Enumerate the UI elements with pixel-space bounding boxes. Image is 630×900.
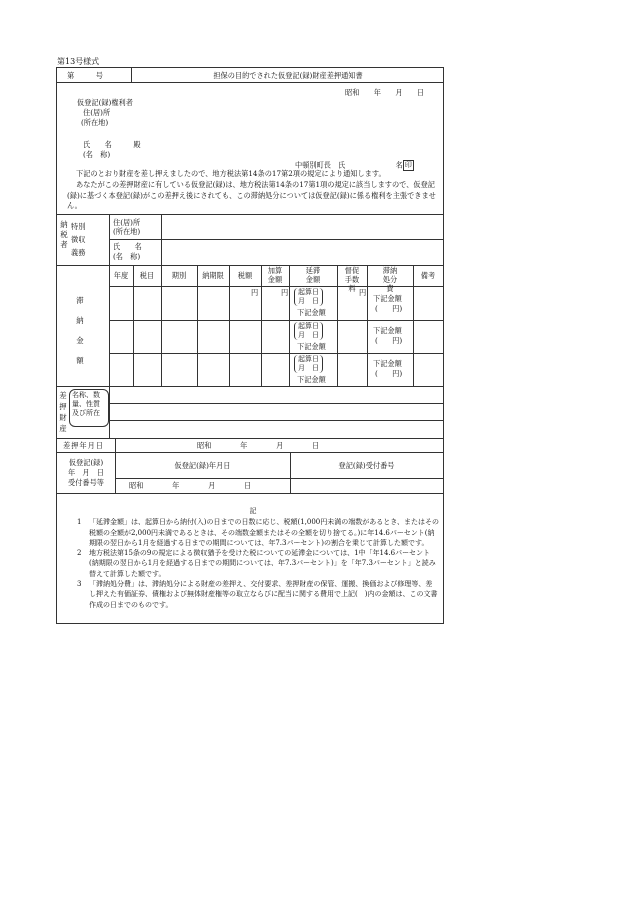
notice-form: [56, 67, 444, 624]
registration-label: 仮登記(録) 年 月 日 受付番号等: [68, 458, 104, 487]
taxpayer-side-1: 納 税 者: [60, 220, 68, 249]
taxpayer-address-note: (所在地): [113, 227, 141, 236]
seizure-date-label: 差押年月日: [63, 441, 104, 450]
col-period: 期別: [171, 271, 187, 280]
late-fee-amount-1: 下記金額: [297, 308, 326, 317]
registration-date-header: 仮登記(録)年月日: [174, 461, 231, 470]
late-fee-amount-2: 下記金額: [297, 342, 326, 351]
col-tax-amount: 税額: [237, 271, 253, 280]
notice-number-label: 第 号: [67, 71, 103, 80]
surcharge-unit: 円: [281, 288, 289, 297]
special-collector-label: 特別 徴収 義務: [71, 222, 86, 257]
note-item: 2 地方税法第15条の9の規定による徴収猶予を受けた税についての延滞金については、1中「年14.6パーセント(納期限の翌日から1月を経過する日までの期間については、年7.3パーセント)」を「年7.3パーセント」と読み替えて計算した額です。: [77, 549, 436, 578]
col-surcharge: 加算金額: [267, 266, 283, 284]
disposition-fee-paren-2: ( 円): [375, 336, 403, 345]
col-late-fee: 延滞金額: [305, 266, 321, 284]
seizure-date-value: 昭和 年 月 日: [197, 441, 320, 450]
disposition-fee-2: 下記金額: [373, 326, 402, 335]
form-number: 第13号様式: [57, 57, 100, 66]
holder-address-note: (所在地): [81, 118, 109, 127]
official-seal: 印: [404, 161, 412, 169]
registration-number-header: 登記(録)受付番号: [338, 461, 395, 470]
intro-paragraph-1: 下記のとおり財産を差し押えましたので、地方税法第14条の17第2項の規定により通知します。: [76, 169, 386, 178]
holder-address-label: 住(居)所: [83, 108, 111, 117]
disposition-fee-3: 下記金額: [373, 359, 402, 368]
issuer-name: 中頓別町長 氏 名: [295, 160, 403, 170]
registration-date-value: 昭和 年 月 日: [129, 481, 252, 490]
col-due-date: 納期限: [202, 271, 224, 280]
late-fee-amount-3: 下記金額: [297, 375, 326, 384]
tax-amount-unit: 円: [251, 288, 259, 297]
disposition-fee-1: 下記金額: [373, 294, 402, 303]
disposition-fee-paren-3: ( 円): [375, 369, 403, 378]
col-tax-item: 税目: [139, 271, 155, 280]
holder-name-label: 氏 名 殿: [83, 140, 141, 149]
seized-side-label: 差 押 財 産: [59, 391, 67, 433]
notice-title: 担保の目的でされた仮登記(録)財産差押通知書: [213, 71, 363, 80]
taxpayer-name-note: (名 称): [113, 252, 141, 261]
late-fee-bracket-1: 起算日 月 日: [294, 288, 323, 306]
holder-name-note: (名 称): [83, 150, 111, 159]
seized-detail-label: 名称、数量、性質及び所在: [69, 389, 109, 427]
col-remarks: 備考: [420, 271, 436, 280]
note-item: 3 「滞納処分費」は、滞納処分による財産の差押え、交付要求、差押財産の保管、運搬、換価および修理等、差し押えた有価証券、債権および無体財産権等の取立ならびに配当に関する費用で上記( )内の金額は、この文書作成の日までのものです。: [77, 580, 438, 609]
col-disposition-fee: 滞納処分費: [382, 266, 398, 293]
reminder-fee-unit: 円: [359, 288, 367, 297]
late-fee-bracket-2: 起算日 月 日: [294, 322, 323, 340]
note-item: 1 「延滞金額」は、起算日から納付(入)の日までの日数に応じ、税額(1,000円未満の端数があるとき、またはその税額の全額が2,000円未満であるときは、その端数金額またはその全額を切り捨てる。)に年14.6パーセント(納期限の翌日から1月を経過する日までの期間については、年7.3パーセント)の割合を乗じて計算した額です。: [77, 518, 439, 547]
disposition-fee-paren-1: ( 円): [375, 304, 403, 313]
holder-label: 仮登記(録)権利者: [77, 98, 133, 107]
intro-paragraph-2: あなたがこの差押財産に有している仮登記(録)は、地方税法第14条の17第1項の規定に該当しますので、仮登記(録)に基づく本登記(録)がこの差押え後にされても、この滞納処分については仮登記(録)に係る権利を主張できません。: [67, 180, 436, 210]
taxpayer-name-label: 氏 名: [113, 242, 142, 251]
taxpayer-address-label: 住(居)所: [113, 218, 141, 227]
col-fiscal-year: 年度: [113, 271, 129, 280]
notes-section: [67, 506, 439, 610]
notice-date: 昭和 年 月 日: [345, 88, 425, 97]
col-reminder-fee: 督促手数料: [344, 266, 360, 293]
arrears-side-label: 滞 納 金 額: [76, 296, 84, 365]
notes-title: 記: [249, 507, 257, 515]
late-fee-bracket-3: 起算日 月 日: [294, 355, 323, 373]
